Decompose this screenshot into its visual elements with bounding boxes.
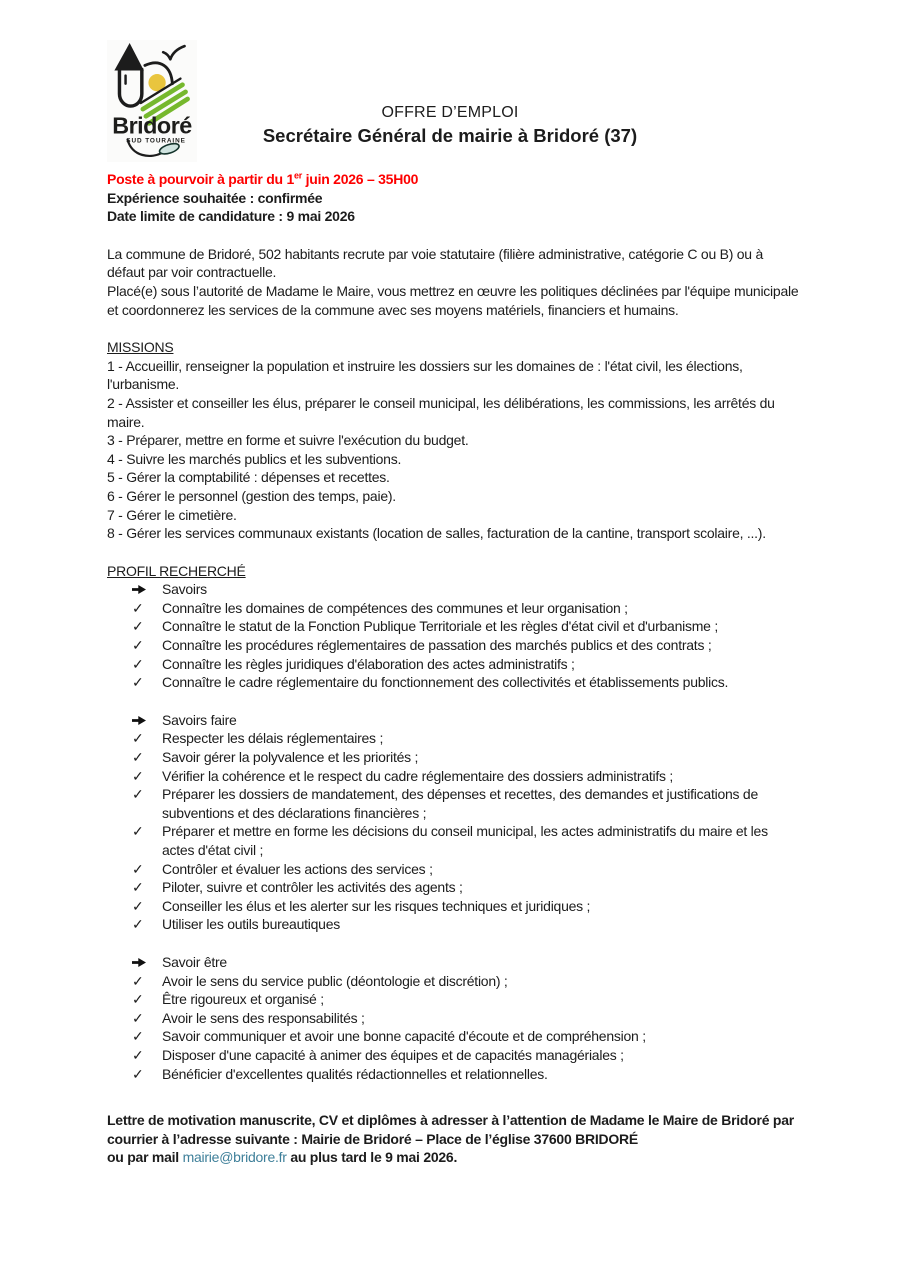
profile-item-text: Préparer les dossiers de mandatement, des dépenses et recettes, des demandes et justifications de subventions et des déclarations financières ; bbox=[162, 786, 758, 821]
check-bullet-icon: ✓ bbox=[132, 860, 144, 877]
arrow-bullet-icon bbox=[132, 580, 146, 595]
arrow-bullet-icon bbox=[132, 711, 146, 726]
ordinal-superscript: er bbox=[294, 170, 303, 181]
profile-item bbox=[107, 636, 802, 655]
profile-item-text: Connaître les domaines de compétences des communes et leur organisation ; bbox=[162, 599, 628, 616]
check-bullet-icon: ✓ bbox=[132, 972, 144, 989]
profile-group-savoirs-faire bbox=[107, 711, 802, 934]
profile-item-text: Vérifier la cohérence et le respect du cadre réglementaire des dossiers administratifs ; bbox=[162, 767, 674, 784]
tower-icon bbox=[119, 69, 141, 106]
logo-subtitle: SUD TOURAINE bbox=[126, 137, 186, 145]
application-instructions bbox=[107, 1111, 802, 1167]
profile-group-label: Savoirs bbox=[162, 581, 207, 598]
deadline-line: Date limite de candidature : 9 mai 2026 bbox=[107, 208, 355, 225]
check-bullet-icon: ✓ bbox=[132, 1065, 144, 1082]
mission-item: 5 - Gérer la comptabilité : dépenses et recettes. bbox=[107, 469, 390, 486]
document-header bbox=[0, 104, 900, 147]
check-bullet-icon: ✓ bbox=[132, 1009, 144, 1026]
profile-item-text: Savoir gérer la polyvalence et les priorités ; bbox=[162, 749, 419, 766]
mission-item: 8 - Gérer les services communaux existants (location de salles, facturation de la cantine, transport scolaire, ...). bbox=[107, 525, 766, 542]
mission-item: 6 - Gérer le personnel (gestion des temps, paie). bbox=[107, 487, 396, 504]
check-bullet-icon: ✓ bbox=[132, 730, 144, 747]
check-bullet-icon: ✓ bbox=[132, 991, 144, 1008]
footer-line-1: Lettre de motivation manuscrite, CV et diplômes à adresser à l’attention de Madame le Maire de Bridoré par courrier à l’adresse suivante : Mairie de Bridoré – Place de l’église 37600 BRIDORÉ bbox=[107, 1112, 794, 1147]
profile-item bbox=[107, 748, 802, 767]
missions-heading: MISSIONS bbox=[107, 339, 174, 356]
intro-paragraph-1: La commune de Bridoré, 502 habitants recrute par voie statutaire (filière administrative, catégorie C ou B) ou à défaut par voir contractuelle. bbox=[107, 245, 764, 281]
profile-group-title-row bbox=[107, 711, 802, 730]
profile-item-text: Avoir le sens du service public (déontologie et discrétion) ; bbox=[162, 972, 508, 989]
profile-item-text: Connaître les procédures réglementaires de passation des marchés publics et des contrats ; bbox=[162, 637, 712, 654]
profile-heading: PROFIL RECHERCHÉ bbox=[107, 562, 246, 579]
profile-group-label: Savoirs faire bbox=[162, 711, 237, 728]
check-bullet-icon: ✓ bbox=[132, 916, 144, 933]
profile-item-text: Contrôler et évaluer les actions des services ; bbox=[162, 860, 433, 877]
profile-item bbox=[107, 990, 802, 1009]
mission-item: 7 - Gérer le cimetière. bbox=[107, 506, 237, 523]
check-bullet-icon: ✓ bbox=[132, 1028, 144, 1045]
profile-item bbox=[107, 915, 802, 934]
logo-wordmark: Bridoré bbox=[112, 112, 192, 139]
check-bullet-icon: ✓ bbox=[132, 674, 144, 691]
mission-item: 4 - Suivre les marchés publics et les subventions. bbox=[107, 450, 402, 467]
profile-item bbox=[107, 860, 802, 879]
profile-item bbox=[107, 785, 802, 822]
arrow-bullet-icon bbox=[132, 953, 146, 968]
profile-item bbox=[107, 1009, 802, 1028]
profile-item-text: Disposer d'une capacité à animer des équipes et de capacités managériales ; bbox=[162, 1046, 624, 1063]
check-bullet-icon: ✓ bbox=[132, 637, 144, 654]
mission-item: 2 - Assister et conseiller les élus, préparer le conseil municipal, les délibérations, les commissions, les arrêtés du maire. bbox=[107, 394, 775, 430]
profile-item-text: Connaître le statut de la Fonction Publique Territoriale et les règles d'état civil et d'urbanisme ; bbox=[162, 618, 718, 635]
profile-item bbox=[107, 655, 802, 674]
bird-icon bbox=[163, 46, 184, 59]
intro-paragraph-2: Placé(e) sous l’autorité de Madame le Maire, vous mettrez en œuvre les politiques déclinées par l'équipe municipale et coordonnerez les services de la commune avec ses moyens matériels, financiers et humains. bbox=[107, 282, 799, 318]
profile-item-text: Conseiller les élus et les alerter sur les risques techniques et juridiques ; bbox=[162, 897, 591, 914]
check-bullet-icon: ✓ bbox=[132, 897, 144, 914]
check-bullet-icon: ✓ bbox=[132, 655, 144, 672]
footer-line-2: ou par mail mairie@bridore.fr au plus tard le 9 mai 2026. bbox=[107, 1149, 458, 1166]
profile-group-label: Savoir être bbox=[162, 953, 227, 970]
profile-item bbox=[107, 1027, 802, 1046]
profile-group-savoir-etre bbox=[107, 953, 802, 1083]
check-bullet-icon: ✓ bbox=[132, 823, 144, 840]
profile-item-text: Utiliser les outils bureautiques bbox=[162, 916, 340, 933]
profile-item-text: Connaître les règles juridiques d'élaboration des actes administratifs ; bbox=[162, 655, 575, 672]
profile-group-title-row bbox=[107, 953, 802, 972]
profile-item-text: Être rigoureux et organisé ; bbox=[162, 991, 324, 1008]
profile-item-text: Avoir le sens des responsabilités ; bbox=[162, 1009, 365, 1026]
document-body bbox=[107, 170, 802, 1167]
profile-item bbox=[107, 972, 802, 991]
page-title: Secrétaire Général de mairie à Bridoré (37) bbox=[262, 125, 638, 146]
profile-item-text: Piloter, suivre et contrôler les activités des agents ; bbox=[162, 879, 463, 896]
check-bullet-icon: ✓ bbox=[132, 786, 144, 803]
check-bullet-icon: ✓ bbox=[132, 618, 144, 635]
profile-item bbox=[107, 897, 802, 916]
mission-item: 1 - Accueillir, renseigner la population et instruire les dossiers sur les domaines de : l'état civil, les élections, l'urbanisme. bbox=[107, 357, 743, 393]
profile-item bbox=[107, 617, 802, 636]
document-kicker: OFFRE D’EMPLOI bbox=[381, 104, 519, 121]
profile-item bbox=[107, 1065, 802, 1084]
email-link[interactable]: mairie@bridore.fr bbox=[182, 1149, 287, 1166]
profile-item bbox=[107, 729, 802, 748]
check-bullet-icon: ✓ bbox=[132, 879, 144, 896]
profile-item-text: Savoir communiquer et avoir une bonne capacité d'écoute et de compréhension ; bbox=[162, 1028, 646, 1045]
check-bullet-icon: ✓ bbox=[132, 1046, 144, 1063]
profile-item bbox=[107, 599, 802, 618]
profile-item-text: Bénéficier d'excellentes qualités rédactionnelles et relationnelles. bbox=[162, 1065, 548, 1082]
vacancy-start-line: Poste à pourvoir à partir du 1er juin 2026 – 35H00 bbox=[107, 170, 419, 187]
profile-item bbox=[107, 673, 802, 692]
profile-item bbox=[107, 1046, 802, 1065]
profile-item-text: Connaître le cadre réglementaire du fonctionnement des collectivités et établissements publics. bbox=[162, 674, 729, 691]
profile-item bbox=[107, 878, 802, 897]
experience-line: Expérience souhaitée : confirmée bbox=[107, 189, 323, 206]
profile-item-text: Respecter les délais réglementaires ; bbox=[162, 730, 384, 747]
profile-item bbox=[107, 767, 802, 786]
check-bullet-icon: ✓ bbox=[132, 599, 144, 616]
check-bullet-icon: ✓ bbox=[132, 749, 144, 766]
mission-item: 3 - Préparer, mettre en forme et suivre l'exécution du budget. bbox=[107, 432, 469, 449]
profile-group-savoirs bbox=[107, 580, 802, 692]
profile-group-title-row bbox=[107, 580, 802, 599]
tower-roof-icon bbox=[114, 43, 143, 70]
profile-item-text: Préparer et mettre en forme les décisions du conseil municipal, les actes administratifs du maire et les actes d'état civil ; bbox=[162, 823, 768, 858]
check-bullet-icon: ✓ bbox=[132, 767, 144, 784]
profile-item bbox=[107, 822, 802, 859]
